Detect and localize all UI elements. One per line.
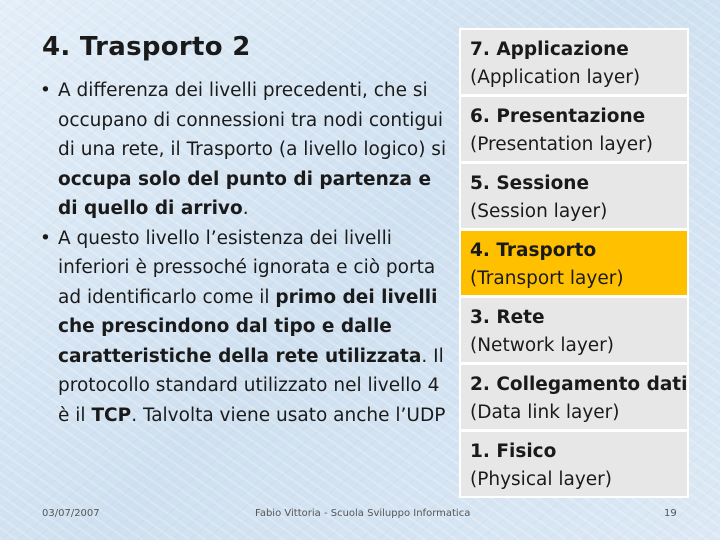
layer-transport bbox=[461, 231, 687, 295]
layer-subtitle: (Transport layer) bbox=[470, 268, 624, 289]
layer-name: 7. Applicazione bbox=[470, 39, 629, 60]
osi-layer-table bbox=[459, 28, 689, 498]
layer-subtitle: (Application layer) bbox=[470, 67, 641, 88]
layer-network bbox=[461, 298, 687, 362]
layer-subtitle: (Session layer) bbox=[470, 201, 608, 222]
layer-name: 1. Fisico bbox=[470, 441, 557, 462]
layer-application bbox=[461, 30, 687, 94]
bullet-bold-text: occupa solo del punto di partenza e di quello di arrivo bbox=[58, 168, 432, 219]
bullet-bold-text: primo dei livelli che prescindono dal tipo e dalle caratteristiche della rete utilizzata bbox=[58, 286, 438, 367]
layer-presentation bbox=[461, 97, 687, 161]
footer-author: Fabio Vittoria - Scuola Sviluppo Informatica bbox=[255, 508, 471, 519]
bullet-text: . Talvolta viene usato anche l’UDP bbox=[131, 404, 446, 426]
bullet-text: A differenza dei livelli precedenti, che si occupano di connessioni tra nodi contigui di una rete, il Trasporto (a livello logico) si bbox=[58, 80, 447, 160]
bullet-list bbox=[40, 76, 450, 430]
layer-subtitle: (Presentation layer) bbox=[470, 134, 653, 155]
layer-name: 4. Trasporto bbox=[470, 240, 597, 261]
layer-physical bbox=[461, 432, 687, 496]
layer-subtitle: (Network layer) bbox=[470, 335, 614, 356]
layer-subtitle: (Data link layer) bbox=[470, 402, 620, 423]
layer-session bbox=[461, 164, 687, 228]
bullet-item bbox=[40, 224, 450, 431]
layer-data-link bbox=[461, 365, 687, 429]
layer-name: 6. Presentazione bbox=[470, 106, 646, 127]
bullet-item bbox=[40, 76, 450, 224]
bullet-bold-text: TCP bbox=[91, 404, 132, 426]
layer-subtitle: (Physical layer) bbox=[470, 469, 612, 490]
layer-name: 3. Rete bbox=[470, 307, 545, 328]
footer-date: 03/07/2007 bbox=[42, 508, 100, 519]
footer-page-number: 19 bbox=[664, 508, 677, 519]
slide-title: 4. Trasporto 2 bbox=[42, 32, 251, 62]
layer-name: 2. Collegamento dati bbox=[470, 374, 688, 395]
layer-name: 5. Sessione bbox=[470, 173, 590, 194]
bullet-text: . Il protocollo standard utilizzato nel livello 4 è il bbox=[58, 345, 444, 426]
bullet-text: A questo livello l’esistenza dei livelli inferiori è pressoché ignorata e ciò porta ad identificarlo come il bbox=[58, 227, 436, 308]
bullet-text: . bbox=[242, 198, 249, 219]
